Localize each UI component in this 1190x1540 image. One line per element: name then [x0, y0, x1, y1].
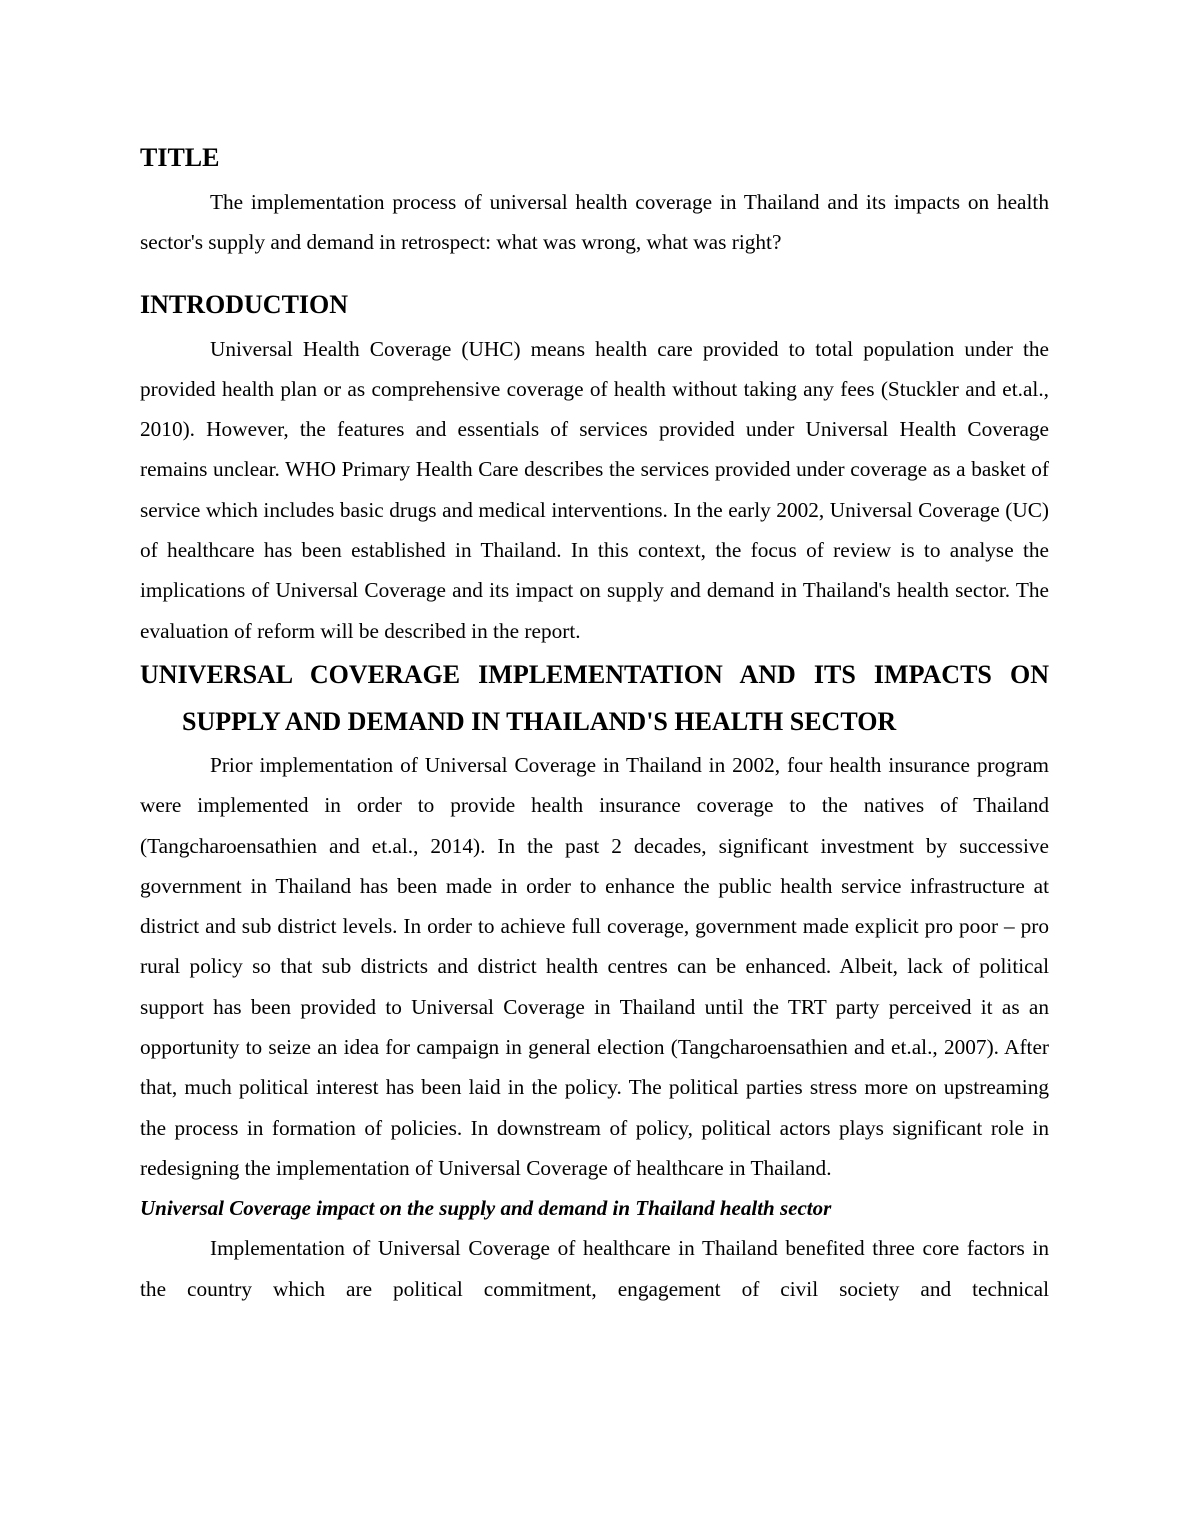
introduction-paragraph: Universal Health Coverage (UHC) means health care provided to total population under the provided health plan or as comprehensive coverage of health without taking any fees (Stuckler and et.al., 2010). However, the features and essentials of services provided under Universal Health Coverage remains unclear. WHO Primary Health Care describes the services provided under coverage as a basket of service which includes basic drugs and medical interventions. In the early 2002, Universal Coverage (UC) of healthcare has been established in Thailand. In this context, the focus of review is to analyse the implications of Universal Coverage and its impact on supply and demand in Thailand's health sector. The evaluation of reform will be described in the report. [140, 336, 1049, 643]
title-heading: TITLE [140, 143, 220, 172]
title-paragraph: The implementation process of universal health coverage in Thailand and its impacts on health sector's supply and demand in retrospect: what was wrong, what was right? [140, 190, 1049, 255]
introduction-heading: INTRODUCTION [140, 289, 349, 319]
document-page [140, 138, 1049, 1309]
subsection-paragraph: Implementation of Universal Coverage of healthcare in Thailand benefited three core factors in the country which are political commitment, engagement of civil society and technical [140, 1236, 1049, 1301]
section-heading: UNIVERSAL COVERAGE IMPLEMENTATION AND ITS IMPACTS ON SUPPLY AND DEMAND IN THAILAND'S HEALTH SECTOR [140, 659, 1049, 736]
section-paragraph: Prior implementation of Universal Coverage in Thailand in 2002, four health insurance program were implemented in order to provide health insurance coverage to the natives of Thailand (Tangcharoensathien and et.al., 2014). In the past 2 decades, significant investment by successive government in Thailand has been made in order to enhance the public health service infrastructure at district and sub district levels. In order to achieve full coverage, government made explicit pro poor – pro rural policy so that sub districts and district health centres can be enhanced. Albeit, lack of political support has been provided to Universal Coverage in Thailand until the TRT party perceived it as an opportunity to seize an idea for campaign in general election (Tangcharoensathien and et.al., 2007). After that, much political interest has been laid in the policy. The political parties stress more on upstreaming the process in formation of policies. In downstream of policy, political actors plays significant role in redesigning the implementation of Universal Coverage of healthcare in Thailand. [140, 752, 1049, 1180]
subsection-heading: Universal Coverage impact on the supply and demand in Thailand health sector [140, 1196, 832, 1221]
